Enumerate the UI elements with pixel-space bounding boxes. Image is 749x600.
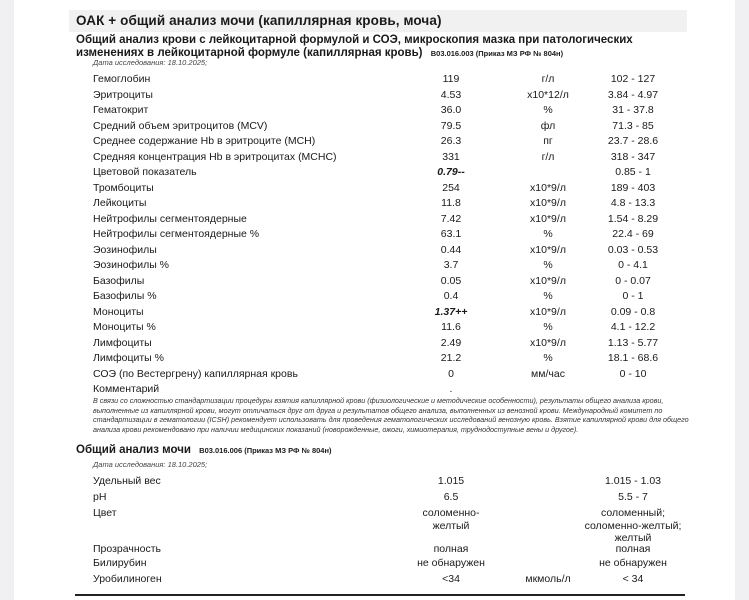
result-value: 21.2 [440,352,462,364]
result-reference: 318 - 347 [610,150,656,163]
blood-result-row [93,243,713,258]
urine-test-heading-text: Общий анализ мочи [76,444,191,456]
result-value: 0.4 [443,290,459,302]
result-reference: 4.1 - 12.2 [610,321,656,333]
result-name: Билирубин [93,557,147,569]
result-value: 1.37++ [434,305,468,318]
result-reference: 22.4 - 69 [612,228,654,240]
divider [75,594,685,596]
result-reference: 0 - 0.07 [615,274,651,287]
result-reference: 23.7 - 28.6 [607,135,659,147]
result-name: Цветовой показатель [93,166,197,178]
result-name: Моноциты % [93,321,156,333]
result-reference: 102 - 127 [610,73,656,85]
result-reference: 71.3 - 85 [612,119,654,132]
result-reference: 1.54 - 8.29 [607,212,659,225]
blood-result-row [93,88,713,103]
result-unit: г/л [541,150,555,163]
blood-test-code: В03.016.003 (Приказ МЗ РФ № 804н) [430,49,564,58]
result-reference: 0.09 - 0.8 [610,305,656,318]
urine-test-code: В03.016.006 (Приказ МЗ РФ № 804н) [199,446,332,455]
result-value: 254 [442,181,460,194]
blood-result-row [93,134,713,149]
result-value: 26.3 [440,135,462,147]
blood-result-row [93,382,713,397]
result-reference: 0 - 4.1 [618,259,648,271]
result-value: 11.8 [441,197,461,209]
result-value: 0 [448,367,454,380]
result-value: <34 [442,573,460,585]
blood-result-row [93,351,713,366]
result-reference: 3.84 - 4.97 [607,88,659,101]
result-name: Эозинофилы [93,243,157,256]
blood-result-row [93,181,713,196]
blood-result-row [93,320,713,335]
result-reference: 4.8 - 13.3 [610,197,656,209]
blood-test-date: Дата исследования: 18.10.2025; [93,58,208,67]
result-value: полная [433,543,469,555]
result-reference: 1.13 - 5.77 [607,336,659,349]
capillary-blood-note: В связи со сложностью стандартизации процедуры взятия капиллярной крови (физиологические и методические особенности), результаты общего анализа крови, выполненные из капиллярной крови, могут отличаться друг от друга и результатов общего анализа, выполненных из венозной крови. Международный комитет по стандартизации в гематологии (ICSH) рекомендует использовать для проведения гематологических исследований венозную кровь. Взятие капиллярной крови для общего анализа крови рекомендовано при наличии медицинских показаний (новорожденные, ожоги, химиотерапия, труднодоступные вены и другое). [93,396,689,434]
blood-result-row [93,212,713,227]
blood-result-row [93,119,713,134]
result-value: 2.49 [440,336,462,349]
result-unit: x10*12/л [527,88,569,101]
result-unit: пг [543,135,553,147]
result-name: Цвет [93,507,117,519]
result-name: pH [93,491,107,503]
result-value: соломенно- желтый [422,507,480,532]
result-reference: 0 - 10 [619,367,647,380]
result-unit: x10*9/л [530,197,566,209]
result-value: 6.5 [443,491,459,503]
blood-result-row [93,258,713,273]
result-unit: x10*9/л [530,336,566,349]
blood-result-row [93,165,713,180]
result-reference: 0 - 1 [622,290,644,302]
result-value: 7.42 [440,212,462,225]
result-unit: x10*9/л [530,305,566,318]
result-name: Нейтрофилы сегментоядерные [93,212,247,225]
result-value: 0.44 [440,243,462,256]
result-name: Эритроциты [93,88,153,101]
result-name: Лейкоциты [93,197,147,209]
result-reference: 0.85 - 1 [615,166,651,178]
blood-result-row [93,274,713,289]
result-unit: % [543,228,553,240]
result-reference: 31 - 37.8 [612,104,654,116]
result-name: Гематокрит [93,104,149,116]
result-value: 3.7 [443,259,459,271]
result-name: Базофилы [93,274,145,287]
result-name: Лимфоциты % [93,352,164,364]
result-unit: % [543,321,553,333]
result-name: Удельный вес [93,475,161,487]
result-unit: x10*9/л [530,181,566,194]
report-title: ОАК + общий анализ мочи (капиллярная кровь, моча) [76,13,442,28]
result-name: Моноциты [93,305,144,318]
result-value: 36.0 [440,104,462,116]
result-value: не обнаружен [417,557,485,569]
result-name: СОЭ (по Вестергрену) капиллярная кровь [93,367,298,380]
blood-test-heading-text: Общий анализ крови с лейкоцитарной формулой и СОЭ, микроскопия мазка при патологических изменениях в лейкоцитарной формуле (капиллярная кровь) [76,34,633,59]
result-unit: x10*9/л [530,212,566,225]
result-value: 0.05 [440,274,462,287]
urine-test-date: Дата исследования: 18.10.2025; [93,460,208,469]
result-unit: % [543,352,553,364]
result-value: 119 [442,73,460,85]
result-name: Комментарий [93,383,160,395]
blood-result-row [93,227,713,242]
blood-result-row [93,336,713,351]
result-reference: соломенный; соломенно-желтый; желтый [584,507,682,544]
result-name: Прозрачность [93,543,162,555]
urine-test-heading [76,444,332,456]
result-unit: мкмоль/л [525,573,571,585]
result-unit: мм/час [531,367,565,380]
result-reference: 1.015 - 1.03 [604,475,662,487]
result-unit: x10*9/л [530,274,566,287]
result-name: Средний объем эритроцитов (MCV) [93,119,268,132]
blood-result-row [93,305,713,320]
result-reference: 0.03 - 0.53 [607,243,659,256]
result-name: Среднее содержание Hb в эритроците (MCH) [93,135,316,147]
blood-result-row [93,196,713,211]
result-value: . [449,383,453,395]
result-unit: x10*9/л [530,243,566,256]
result-name: Лимфоциты [93,336,152,349]
result-name: Тромбоциты [93,181,154,194]
result-name: Базофилы % [93,290,157,302]
result-unit: % [543,104,553,116]
result-unit: % [543,290,553,302]
result-value: 4.53 [440,88,462,101]
result-unit: г/л [541,73,555,85]
result-value: 331 [442,150,460,163]
result-value: 63.1 [440,228,462,240]
result-name: Гемоглобин [93,73,151,85]
result-name: Уробилиноген [93,573,162,585]
result-unit: фл [540,119,556,132]
result-value: 1.015 [437,475,465,487]
result-reference: 189 - 403 [610,181,656,194]
blood-result-row [93,103,713,118]
blood-result-row [93,289,713,304]
blood-result-row [93,150,713,165]
result-value: 79.5 [440,119,462,132]
result-reference: 18.1 - 68.6 [607,352,659,364]
blood-test-heading [76,34,696,60]
result-reference: 5.5 - 7 [618,491,648,503]
result-reference: < 34 [622,573,644,585]
blood-result-row [93,367,713,382]
result-name: Нейтрофилы сегментоядерные % [93,228,260,240]
blood-result-row [93,72,713,87]
result-unit: % [543,259,553,271]
result-name: Эозинофилы % [93,259,170,271]
result-reference: не обнаружен [599,557,667,569]
result-name: Средняя концентрация Hb в эритроцитах (MCHC) [93,150,337,163]
result-reference: полная [615,543,651,555]
result-value: 11.6 [441,321,461,333]
result-value: 0.79-- [437,166,465,178]
